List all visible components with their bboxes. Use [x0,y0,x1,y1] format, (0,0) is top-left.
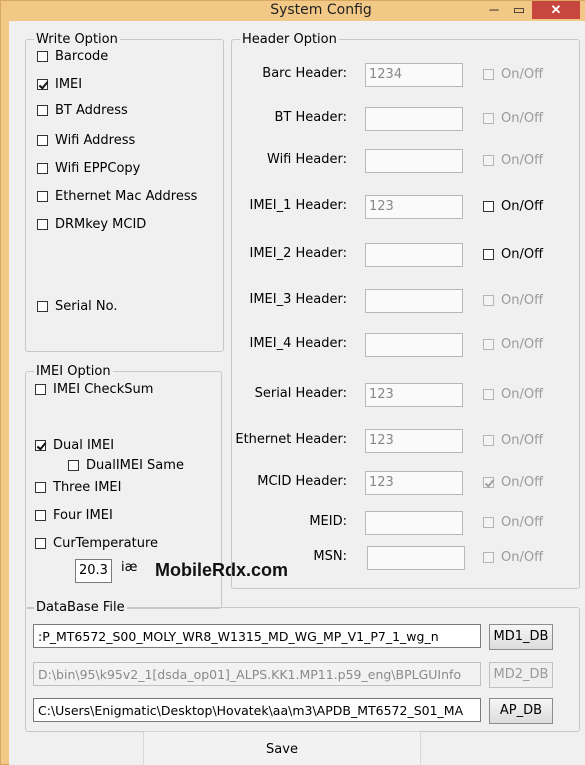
checkbox-box [483,552,494,563]
header-on-off-checkbox [483,387,543,402]
header-value-input[interactable] [365,149,463,173]
header-option-legend: Header Option [242,32,337,47]
checkbox-box-checked [35,440,46,451]
md1-db-button[interactable]: MD1_DB [489,624,553,650]
checkbox-box [483,389,494,400]
write-option-label: Wifi Address [55,133,136,148]
dual-imei-same-label: DualIMEI Same [86,458,184,473]
checkbox-box [37,191,48,202]
header-value-input[interactable] [365,243,463,267]
checkbox-box [483,517,494,528]
imei-option-legend: IMEI Option [36,364,111,379]
checkbox-box [37,301,48,312]
three-imei-label: Three IMEI [53,480,122,495]
header-value-input[interactable]: 123 [365,471,463,495]
header-row-label: MEID: [309,514,347,529]
checkbox-box [35,510,46,521]
dual-imei-same-checkbox[interactable] [68,458,184,473]
header-value-input[interactable]: 123 [365,429,463,453]
header-on-off-checkbox[interactable] [483,199,543,214]
on-off-label: On/Off [501,515,544,530]
header-row-label: Barc Header: [262,66,347,81]
window-title: System Config [270,2,372,18]
header-row-label: MCID Header: [257,474,347,489]
checkbox-box [483,435,494,446]
checkbox-box [483,155,494,166]
write-option-label: Barcode [55,49,109,64]
on-off-label: On/Off [501,153,544,168]
write-option-checkbox[interactable] [37,189,197,204]
database-file-legend: DataBase File [36,600,125,615]
write-option-checkbox[interactable] [37,299,118,314]
client-area [9,21,585,765]
title-bar[interactable] [1,1,585,21]
write-option-checkbox[interactable] [37,217,146,232]
cur-temperature-label: CurTemperature [53,536,159,551]
write-option-label: Wifi EPPCopy [55,161,141,176]
checkbox-box-checked [483,477,494,488]
write-option-label: IMEI [55,77,83,92]
checkbox-box [37,105,48,116]
header-on-off-checkbox[interactable] [483,247,543,262]
checkbox-box [35,482,46,493]
write-option-checkbox[interactable] [37,161,140,176]
header-on-off-checkbox [483,293,543,308]
header-on-off-checkbox [483,475,543,490]
header-row-label: IMEI_4 Header: [249,336,347,351]
header-row-label: IMEI_2 Header: [249,246,347,261]
on-off-label: On/Off [501,433,544,448]
on-off-label: On/Off [501,199,544,214]
temperature-input[interactable]: 20.3 [75,559,112,583]
header-on-off-checkbox [483,153,543,168]
header-row-label: Ethernet Header: [235,432,347,447]
on-off-label: On/Off [501,475,544,490]
minimize-icon[interactable]: ─ [489,2,499,17]
header-row-label: Serial Header: [254,386,347,401]
header-row-label: Wifi Header: [267,152,347,167]
header-row-label: MSN: [313,549,347,564]
header-value-input[interactable]: 1234 [365,63,463,87]
checkbox-box [483,339,494,350]
checkbox-box [483,201,494,212]
header-on-off-checkbox [483,515,543,530]
imei-checksum-label: IMEI CheckSum [53,382,154,397]
on-off-label: On/Off [501,67,544,82]
on-off-label: On/Off [501,111,544,126]
dual-imei-checkbox[interactable] [35,438,114,453]
maximize-icon[interactable]: ▭ [512,2,526,17]
checkbox-box [483,295,494,306]
header-on-off-checkbox [483,550,543,565]
header-value-input[interactable] [365,107,463,131]
on-off-label: On/Off [501,247,544,262]
checkbox-box [68,460,79,471]
write-option-label: Ethernet Mac Address [55,189,198,204]
write-option-checkbox[interactable] [37,103,128,118]
checkbox-box [37,219,48,230]
imei-checksum-checkbox[interactable] [35,382,153,397]
header-row-label: BT Header: [274,110,347,125]
save-button[interactable]: Save [143,731,421,765]
write-option-legend: Write Option [36,32,118,47]
on-off-label: On/Off [501,387,544,402]
dual-imei-label: Dual IMEI [53,438,115,453]
on-off-label: On/Off [501,293,544,308]
checkbox-box [37,51,48,62]
header-row-label: IMEI_1 Header: [249,198,347,213]
checkbox-box-checked [37,79,48,90]
checkbox-box [35,384,46,395]
header-value-input[interactable] [365,511,463,535]
header-on-off-checkbox [483,67,543,82]
four-imei-checkbox[interactable] [35,508,113,523]
checkbox-box [37,135,48,146]
write-option-label: BT Address [55,103,128,118]
checkbox-box [35,538,46,549]
cur-temperature-checkbox[interactable] [35,536,158,551]
close-icon[interactable]: ✕ [532,1,580,19]
md1-db-path-input[interactable]: :P_MT6572_S00_MOLY_WR8_W1315_MD_WG_MP_V1_P7_1_wg_n [33,624,481,648]
on-off-label: On/Off [501,550,544,565]
checkbox-box [483,113,494,124]
ap-db-path-input[interactable]: C:\Users\Enigmatic\Desktop\Hovatek\aa\m3\APDB_MT6572_S01_MA [33,698,481,722]
write-option-label: Serial No. [55,299,118,314]
write-option-label: DRMkey MCID [55,217,147,232]
write-option-checkbox[interactable] [37,77,82,92]
checkbox-box [37,163,48,174]
on-off-label: On/Off [501,337,544,352]
watermark-text: MobileRdx.com [155,560,289,580]
checkbox-box [483,249,494,260]
ap-db-button[interactable]: AP_DB [489,698,553,724]
header-on-off-checkbox [483,337,543,352]
four-imei-label: Four IMEI [53,508,113,523]
write-option-checkbox[interactable] [37,49,108,64]
header-value-input[interactable]: 123 [365,195,463,219]
header-row-label: IMEI_3 Header: [249,292,347,307]
header-on-off-checkbox [483,111,543,126]
md2-db-path-input: D:\bin\95\k95v2_1[dsda_op01]_ALPS.KK1.MP11.p59_eng\BPLGUInfo [33,662,481,686]
header-value-input[interactable] [367,546,465,570]
checkbox-box [483,69,494,80]
md2-db-button: MD2_DB [489,662,553,688]
header-value-input[interactable]: 123 [365,383,463,407]
header-value-input[interactable] [365,333,463,357]
three-imei-checkbox[interactable] [35,480,121,495]
header-on-off-checkbox [483,433,543,448]
temperature-unit: iæ [121,560,138,575]
header-value-input[interactable] [365,289,463,313]
write-option-checkbox[interactable] [37,133,135,148]
